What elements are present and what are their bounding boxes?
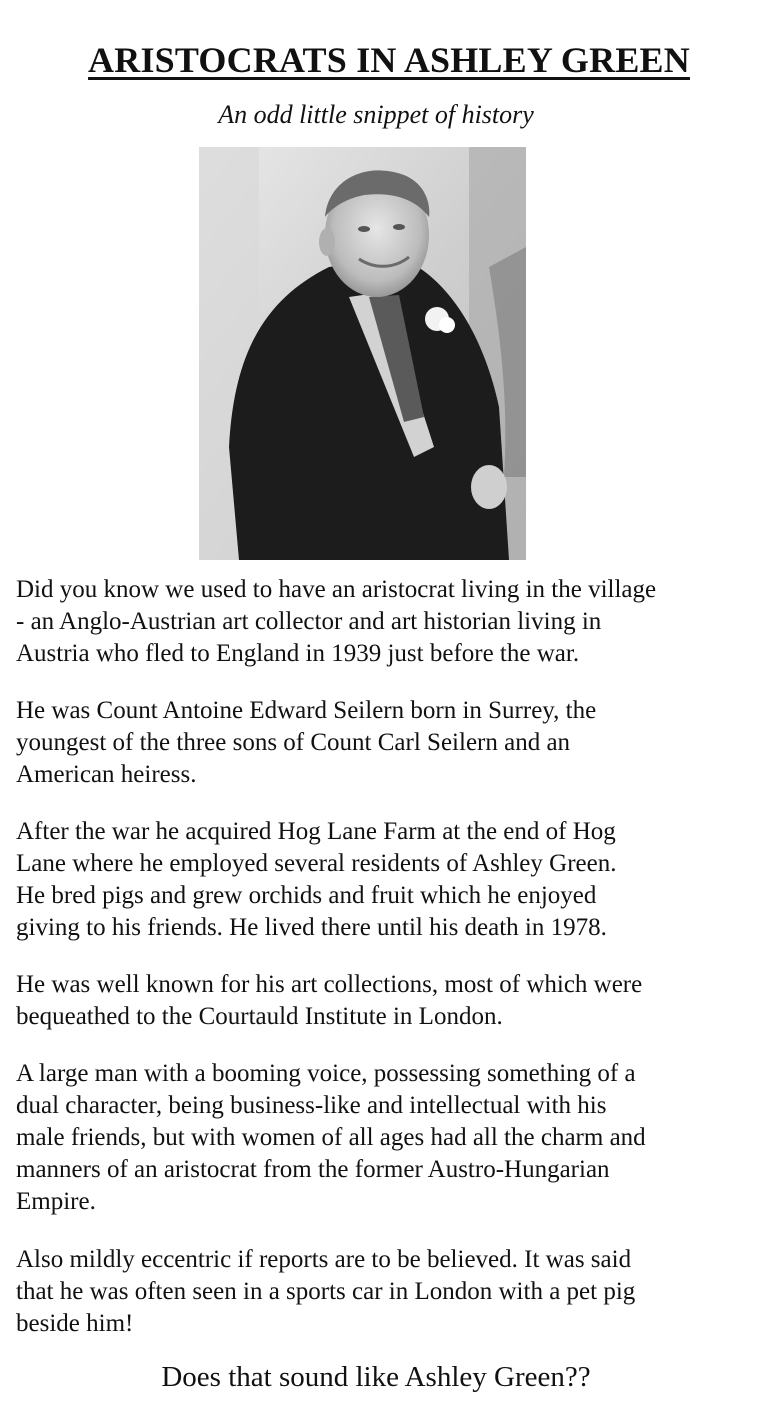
paragraph-5: A large man with a booming voice, possessing something of a dual character, being business-like and intellectual with his male friends, but with women of all ages had all the charm and manners of an aristocrat from the former Austro-Hungarian Empire. <box>16 1060 646 1215</box>
paragraph-2: He was Count Antoine Edward Seilern born in Surrey, the youngest of the three sons of Count Carl Seilern and an American heiress. <box>16 697 597 788</box>
document-title: ARISTOCRATS IN ASHLEY GREEN <box>88 40 690 80</box>
paragraph-3: After the war he acquired Hog Lane Farm at the end of Hog Lane where he employed several residents of Ashley Green. He bred pigs and grew orchids and fruit which he enjoyed giving to his friends. He lived there until his death in 1978. <box>16 818 617 941</box>
paragraph-1: Did you know we used to have an aristocrat living in the village - an Anglo-Austrian art collector and art historian living in Austria who fled to England in 1939 just before the war. <box>16 576 657 667</box>
portrait-photo-image <box>199 147 526 560</box>
paragraph-6: Also mildly eccentric if reports are to be believed. It was said that he was often seen in a sports car in London with a pet pig beside him! <box>16 1246 636 1337</box>
portrait-photo <box>199 147 526 560</box>
paragraph-4: He was well known for his art collections, most of which were bequeathed to the Courtauld Institute in London. <box>16 971 643 1030</box>
document-subtitle: An odd little snippet of history <box>218 100 534 129</box>
closing-question: Does that sound like Ashley Green?? <box>161 1361 591 1393</box>
